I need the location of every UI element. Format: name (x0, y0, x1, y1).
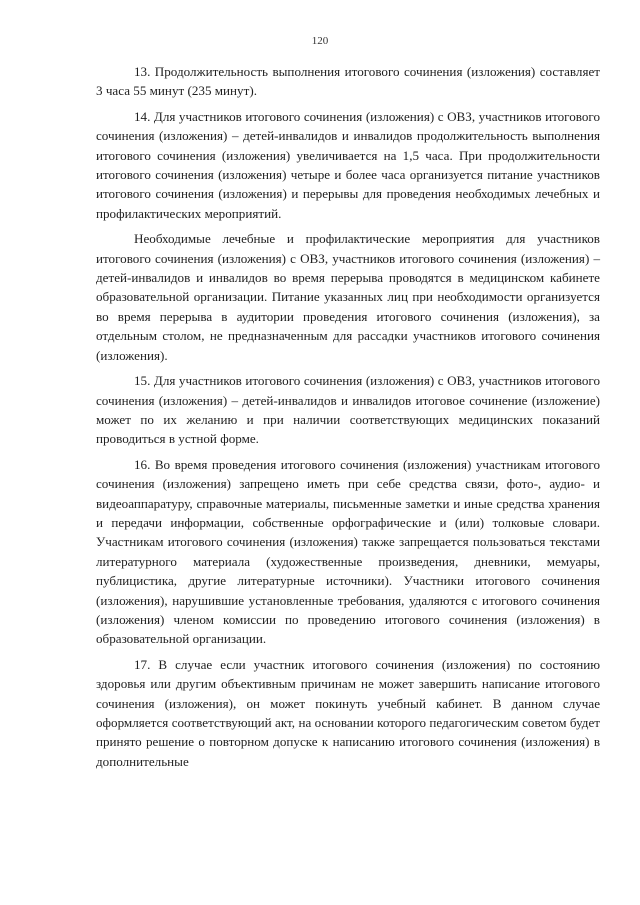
paragraph-16: 16. Во время проведения итогового сочинения (изложения) участникам итогового сочинения (изложения) запрещено иметь при себе средства связи, фото-, аудио- и видеоаппаратуру, справочные материалы, письменные заметки и иные средства хранения и передачи информации, собственные орфографические и (или) толковые словари. Участникам итогового сочинения (изложения) также запрещается пользоваться текстами литературного материала (художественные произведения, дневники, мемуары, публицистика, другие литературные источники). Участники итогового сочинения (изложения), нарушившие установленные требования, удаляются с итогового сочинения (изложения) членом комиссии по проведению итогового сочинения (изложения) в образовательной организации. (96, 456, 600, 647)
paragraph-15: 15. Для участников итогового сочинения (изложения) с ОВЗ, участников итогового сочинения (изложения) – детей-инвалидов и инвалидов итоговое сочинение (изложение) может по их желанию и при наличии соответствующих медицинских показаний проводиться в устной форме. (96, 373, 600, 447)
paragraph-17: 17. В случае если участник итогового сочинения (изложения) по состоянию здоровья или другим объективным причинам не может завершить написание итогового сочинения (изложения), он может покинуть учебный кабинет. В данном случае оформляется соответствующий акт, на основании которого педагогическим советом будет принято решение о повторном допуске к написанию итогового сочинения (изложения) в дополнительные (96, 656, 600, 769)
paragraph-14-continued: Необходимые лечебные и профилактические мероприятия для участников итогового сочинения (изложения) с ОВЗ, участников итогового сочинения (изложения) – детей-инвалидов и инвалидов во время перерыва проводятся в медицинском кабинете образовательной организации. Питание указанных лиц при необходимости организуется во время перерыва в аудитории проведения итогового сочинения (изложения), за отдельным столом, не предназначенным для рассадки участников итогового сочинения (изложения). (96, 231, 600, 363)
page-number: 120 (311, 35, 329, 47)
document-body (96, 62, 600, 777)
paragraph-14: 14. Для участников итогового сочинения (изложения) с ОВЗ, участников итогового сочинения (изложения) – детей-инвалидов и инвалидов продолжительность выполнения итогового сочинения (изложения) увеличивается на 1,5 часа. При продолжительности итогового сочинения (изложения) четыре и более часа организуется питание участников итогового сочинения (изложения) и перерывы для проведения необходимых лечебных и профилактических мероприятий. (96, 108, 600, 221)
paragraph-13: 13. Продолжительность выполнения итогового сочинения (изложения) составляет 3 часа 55 минут (235 минут). (96, 64, 600, 99)
